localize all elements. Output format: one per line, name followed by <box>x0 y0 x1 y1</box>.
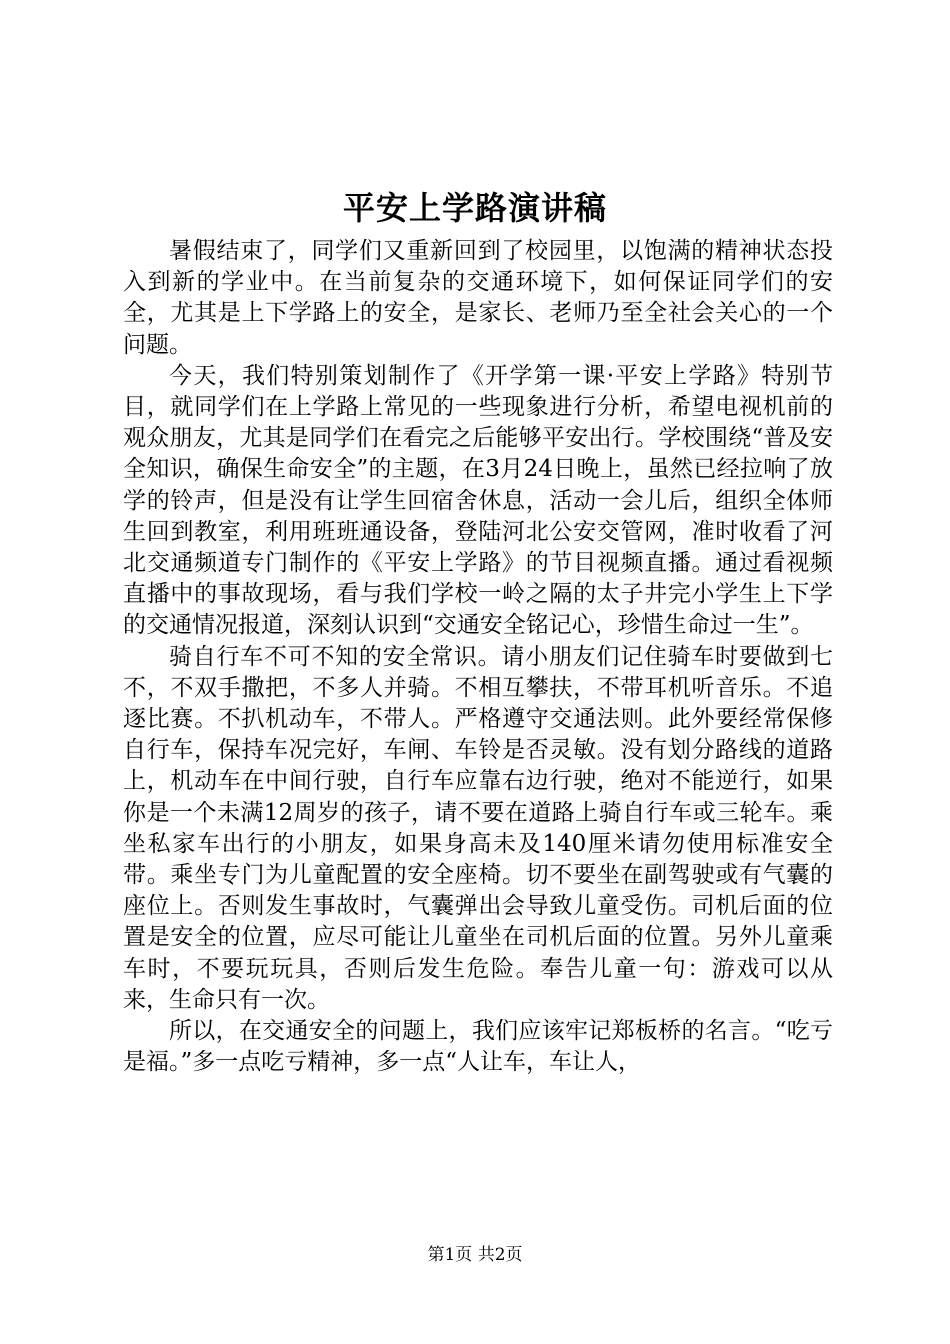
document-title: 平安上学路演讲稿 <box>342 189 607 227</box>
document-body <box>123 236 833 1078</box>
page-footer: 第1页 共2页 <box>427 1245 523 1265</box>
paragraph-3: 骑自行车不可不知的安全常识。请小朋友们记住骑车时要做到七不，不双手撒把，不多人并骑。不相互攀扶，不带耳机听音乐。不追逐比赛。不扒机动车，不带人。严格遵守交通法则。此外要经常保修自行车，保持车况完好，车闸、车铃是否灵敏。没有划分路线的道路上，机动车在中间行驶，自行车应靠右边行驶，绝对不能逆行，如果你是一个未满12周岁的孩子，请不要在道路上骑自行车或三轮车。乘坐私家车出行的小朋友，如果身高未及140厘米请勿使用标准安全带。乘坐专门为儿童配置的安全座椅。切不要坐在副驾驶或有气囊的座位上。否则发生事故时，气囊弹出会导致儿童受伤。司机后面的位置是安全的位置，应尽可能让儿童坐在司机后面的位置。另外儿童乘车时，不要玩玩具，否则后发生危险。奉告儿童一句：游戏可以从来，生命只有一次。 <box>123 643 833 1013</box>
paragraph-4: 所以，在交通安全的问题上，我们应该牢记郑板桥的名言。“吃亏是福。”多一点吃亏精神，多一点“人让车，车让人， <box>123 1018 833 1076</box>
paragraph-1: 暑假结束了，同学们又重新回到了校园里，以饱满的精神状态投入到新的学业中。在当前复杂的交通环境下，如何保证同学们的安全，尤其是上下学路上的安全，是家长、老师乃至全社会关心的一个问题。 <box>123 238 833 358</box>
paragraph-2: 今天，我们特别策划制作了《开学第一课·平安上学路》特别节目，就同学们在上学路上常见的一些现象进行分析，希望电视机前的观众朋友，尤其是同学们在看完之后能够平安出行。学校围绕“普及安全知识，确保生命安全”的主题，在3月24日晚上，虽然已经拉响了放学的铃声，但是没有让学生回宿舍休息，活动一会儿后，组织全体师生回到教室，利用班班通设备，登陆河北公安交管网，准时收看了河北交通频道专门制作的《平安上学路》的节目视频直播。通过看视频直播中的事故现场，看与我们学校一岭之隔的太子井完小学生上下学的交通情况报道，深刻认识到“交通安全铭记心，珍惜生命过一生”。 <box>123 362 833 639</box>
